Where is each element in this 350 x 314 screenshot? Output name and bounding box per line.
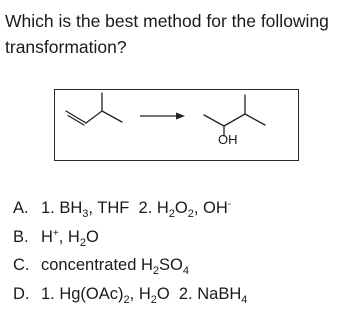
option-letter: A. [13,199,29,217]
option-text [41,227,99,247]
subscript: 2 [152,265,160,277]
product-structure [204,95,265,136]
reaction-scheme [54,89,299,161]
text-run: , H [129,285,151,303]
text-run: SO [159,256,183,274]
methyl-bond [102,111,122,122]
option-text [41,255,189,275]
question-line-1: Which is the best method for the following [5,11,329,31]
text-run: O [85,228,99,246]
subscript: 3 [82,208,89,220]
reaction-drawing [55,90,300,162]
hydroxyl-label: OH [218,132,238,147]
text-run: 1. BH [41,199,83,217]
option-letter: D. [13,285,30,303]
chain-bond [224,114,245,126]
text-run: , OH [193,199,228,217]
alkene-double-bond-outer [66,111,86,123]
option-letter: B. [13,228,29,246]
text-run: O 2. NaBH [156,285,242,303]
superscript: + [52,228,59,239]
alkene-bond [86,111,102,123]
option-text [41,284,247,304]
text-run: H [41,228,53,246]
methyl-bond [245,114,265,125]
subscript: 2 [187,208,194,220]
text-run: , THF 2. H [88,199,169,217]
option-letter: C. [13,256,30,274]
text-run: O [174,199,188,217]
subscript: 2 [168,208,175,220]
reaction-arrow [140,113,185,120]
subscript: 2 [79,237,86,249]
starting-material-structure [66,93,122,125]
subscript: 4 [241,294,248,306]
chain-bond [204,115,224,126]
question-line-2: transformation? [5,37,127,57]
text-run: concentrated H [41,256,153,274]
question-text [5,8,350,60]
superscript: - [227,199,232,210]
subscript: 2 [123,294,130,306]
subscript: 4 [182,265,189,277]
text-run: , H [58,228,80,246]
subscript: 2 [150,294,157,306]
text-run: 1. Hg(OAc) [41,285,124,303]
option-text [41,198,231,218]
